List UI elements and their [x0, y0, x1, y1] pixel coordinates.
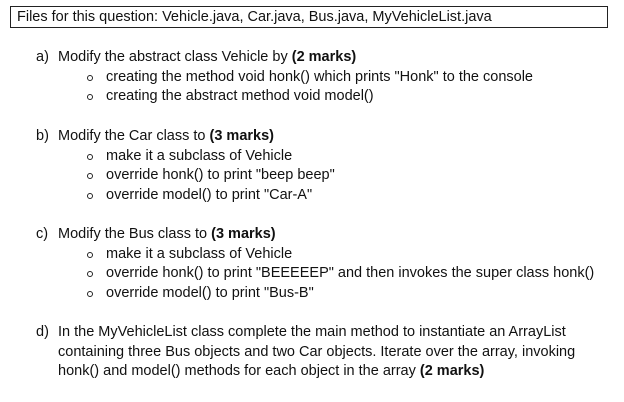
section-c-marks: (3 marks)	[211, 226, 276, 242]
section-a-bullets	[36, 68, 606, 107]
list-item: creating the abstract method void model()	[36, 87, 606, 107]
section-d-letter: d)	[36, 324, 49, 340]
hollow-circle-bullet-icon	[87, 271, 93, 277]
list-item: override honk() to print "BEEEEEP" and then invokes the super class honk()	[36, 264, 606, 284]
hollow-circle-bullet-icon	[87, 154, 93, 160]
section-b-marks: (3 marks)	[209, 128, 274, 144]
section-d-heading	[36, 323, 606, 382]
list-item: override honk() to print "beep beep"	[36, 166, 606, 186]
section-d-line-1: In the MyVehicleList class complete the main method to instantiate an ArrayList	[58, 324, 566, 340]
hollow-circle-bullet-icon	[87, 94, 93, 100]
hollow-circle-bullet-icon	[87, 252, 93, 258]
hollow-circle-bullet-icon	[87, 291, 93, 297]
section-b-heading-text: Modify the Car class to	[58, 128, 206, 144]
section-a-letter: a)	[36, 49, 49, 65]
section-b	[36, 127, 606, 205]
section-b-heading	[36, 127, 606, 147]
section-c	[36, 225, 606, 303]
hollow-circle-bullet-icon	[87, 75, 93, 81]
section-a-heading-text: Modify the abstract class Vehicle by	[58, 49, 288, 65]
section-d-marks: (2 marks)	[419, 363, 485, 379]
section-a-marks: (2 marks)	[291, 49, 357, 65]
list-item: override model() to print "Car-A"	[36, 186, 606, 206]
hollow-circle-bullet-icon	[87, 193, 93, 199]
files-line: Files for this question: Vehicle.java, Car.java, Bus.java, MyVehicleList.java	[17, 9, 492, 25]
files-box	[10, 6, 608, 28]
section-d	[36, 323, 606, 382]
list-item: make it a subclass of Vehicle	[36, 147, 606, 167]
section-c-letter: c)	[36, 226, 49, 242]
section-c-bullets	[36, 245, 606, 304]
section-b-bullets	[36, 147, 606, 206]
section-d-paragraph	[58, 323, 606, 382]
section-d-line-2: containing three Bus objects and two Car objects. Iterate over the array, invoking	[58, 343, 576, 360]
list-item: override model() to print "Bus-B"	[36, 284, 606, 304]
section-c-heading-text: Modify the Bus class to	[58, 226, 208, 242]
hollow-circle-bullet-icon	[87, 173, 93, 179]
section-d-line-3: honk() and model() methods for each object in the array	[58, 363, 416, 379]
section-b-letter: b)	[36, 128, 49, 144]
section-a-heading	[36, 48, 606, 68]
section-c-heading	[36, 225, 606, 245]
list-item: creating the method void honk() which prints "Honk" to the console	[36, 68, 606, 88]
list-item: make it a subclass of Vehicle	[36, 245, 606, 265]
section-a	[36, 48, 606, 107]
